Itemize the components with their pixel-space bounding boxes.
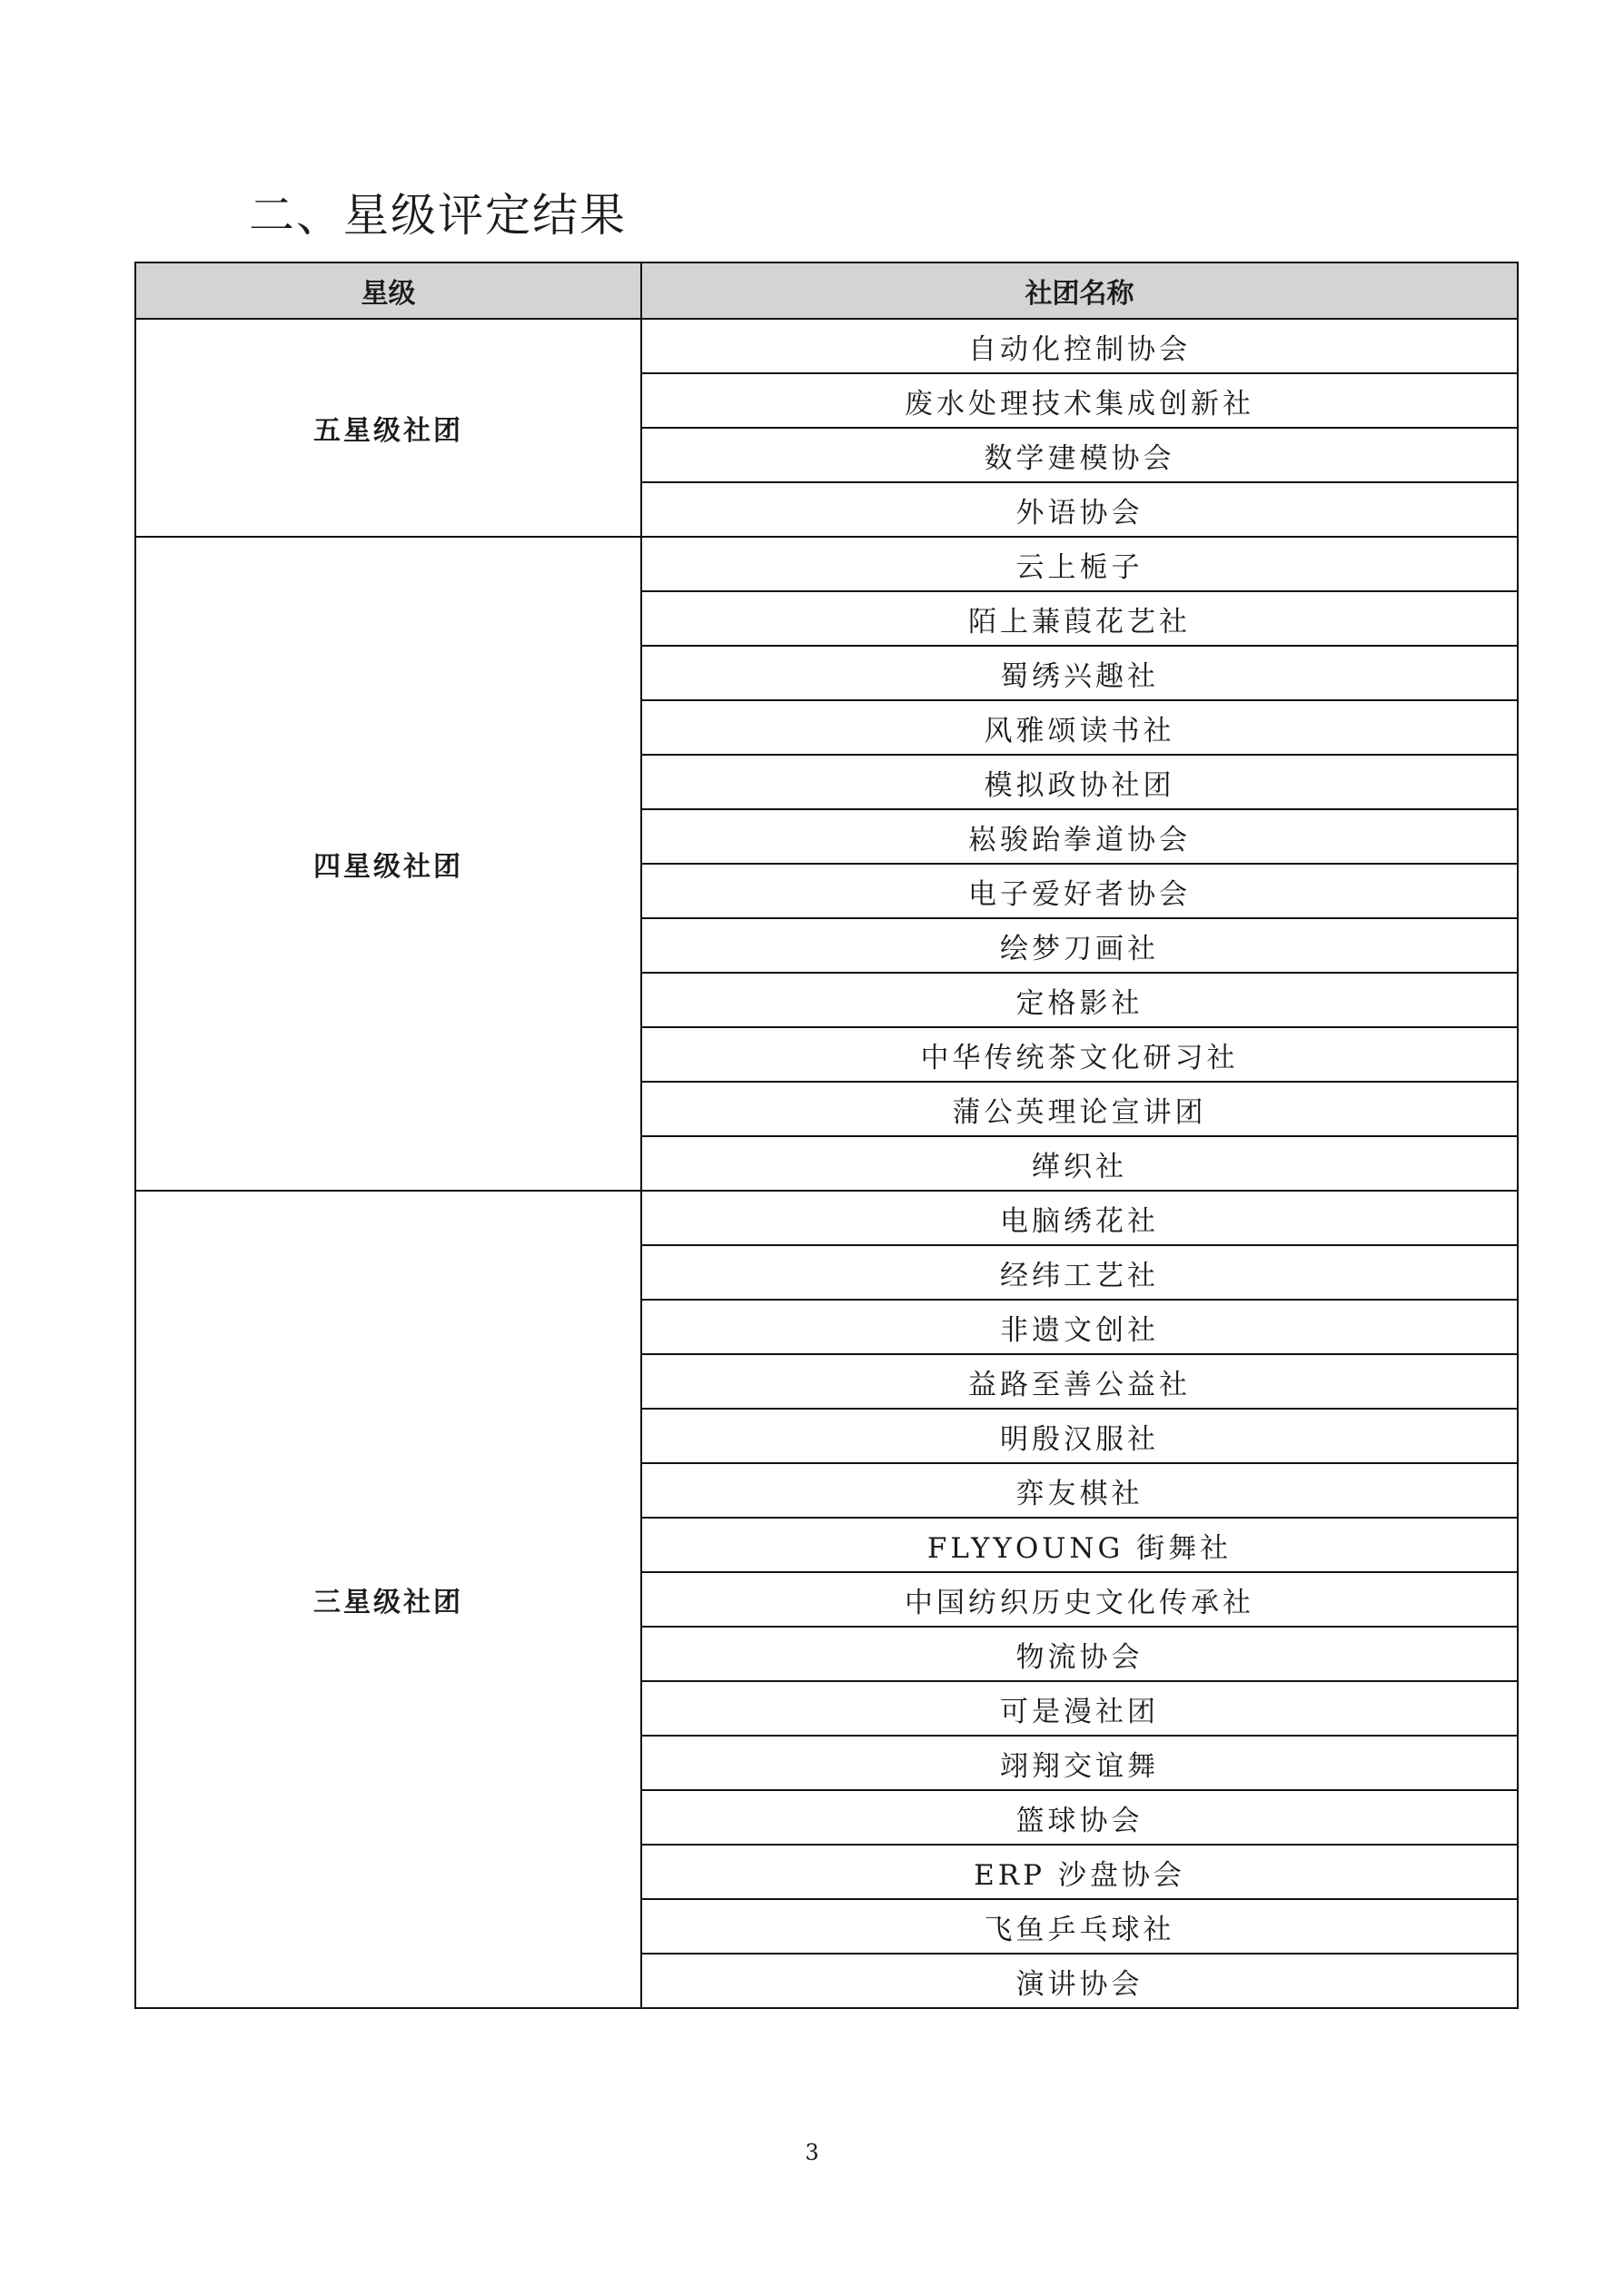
club-name-cell: 风雅颂读书社	[641, 700, 1518, 755]
club-name-cell: 物流协会	[641, 1627, 1518, 1681]
table-row	[135, 1191, 1518, 1245]
star-rating-table	[134, 262, 1519, 2009]
table-row	[135, 319, 1518, 373]
club-name-cell: 益路至善公益社	[641, 1354, 1518, 1409]
club-name-cell: 崧骏跆拳道协会	[641, 809, 1518, 864]
club-name-cell: 绘梦刀画社	[641, 918, 1518, 973]
club-name-cell: 电脑绣花社	[641, 1191, 1518, 1245]
table-header-row	[135, 262, 1518, 319]
club-name-cell: 非遗文创社	[641, 1300, 1518, 1354]
club-name-cell: 弈友棋社	[641, 1463, 1518, 1518]
club-name-cell: 蒲公英理论宣讲团	[641, 1082, 1518, 1136]
header-level: 星级	[135, 262, 641, 319]
page-number: 3	[805, 2140, 819, 2165]
page-title: 二、星级评定结果	[249, 189, 627, 242]
club-name-cell: 电子爱好者协会	[641, 864, 1518, 918]
club-name-cell: 明殷汉服社	[641, 1409, 1518, 1463]
club-name-cell: 定格影社	[641, 973, 1518, 1027]
header-club-name: 社团名称	[641, 262, 1518, 319]
club-name-cell: 可是漫社团	[641, 1681, 1518, 1736]
club-name-cell: 外语协会	[641, 482, 1518, 537]
club-name-cell: 中华传统茶文化研习社	[641, 1027, 1518, 1082]
club-name-cell: 自动化控制协会	[641, 319, 1518, 373]
club-name-cell: 陌上蒹葭花艺社	[641, 591, 1518, 646]
club-name-cell: 飞鱼乒乓球社	[641, 1899, 1518, 1954]
star-level-cell: 四星级社团	[135, 537, 641, 1191]
star-level-cell: 三星级社团	[135, 1191, 641, 2008]
club-name-cell: 模拟政协社团	[641, 755, 1518, 809]
club-name-cell: 缂织社	[641, 1136, 1518, 1191]
club-name-cell: 废水处理技术集成创新社	[641, 373, 1518, 428]
club-name-cell: 翊翔交谊舞	[641, 1736, 1518, 1790]
table-body	[135, 319, 1518, 2008]
club-name-cell: 篮球协会	[641, 1790, 1518, 1845]
club-name-cell: 云上栀子	[641, 537, 1518, 591]
star-level-cell: 五星级社团	[135, 319, 641, 537]
club-name-cell: 中国纺织历史文化传承社	[641, 1572, 1518, 1627]
club-name-cell: 蜀绣兴趣社	[641, 646, 1518, 700]
table-row	[135, 537, 1518, 591]
club-name-cell: 经纬工艺社	[641, 1245, 1518, 1300]
club-name-cell: ERP 沙盘协会	[641, 1845, 1518, 1899]
club-name-cell: 数学建模协会	[641, 428, 1518, 482]
club-name-cell: 演讲协会	[641, 1954, 1518, 2008]
club-name-cell: FLYYOUNG 街舞社	[641, 1518, 1518, 1572]
